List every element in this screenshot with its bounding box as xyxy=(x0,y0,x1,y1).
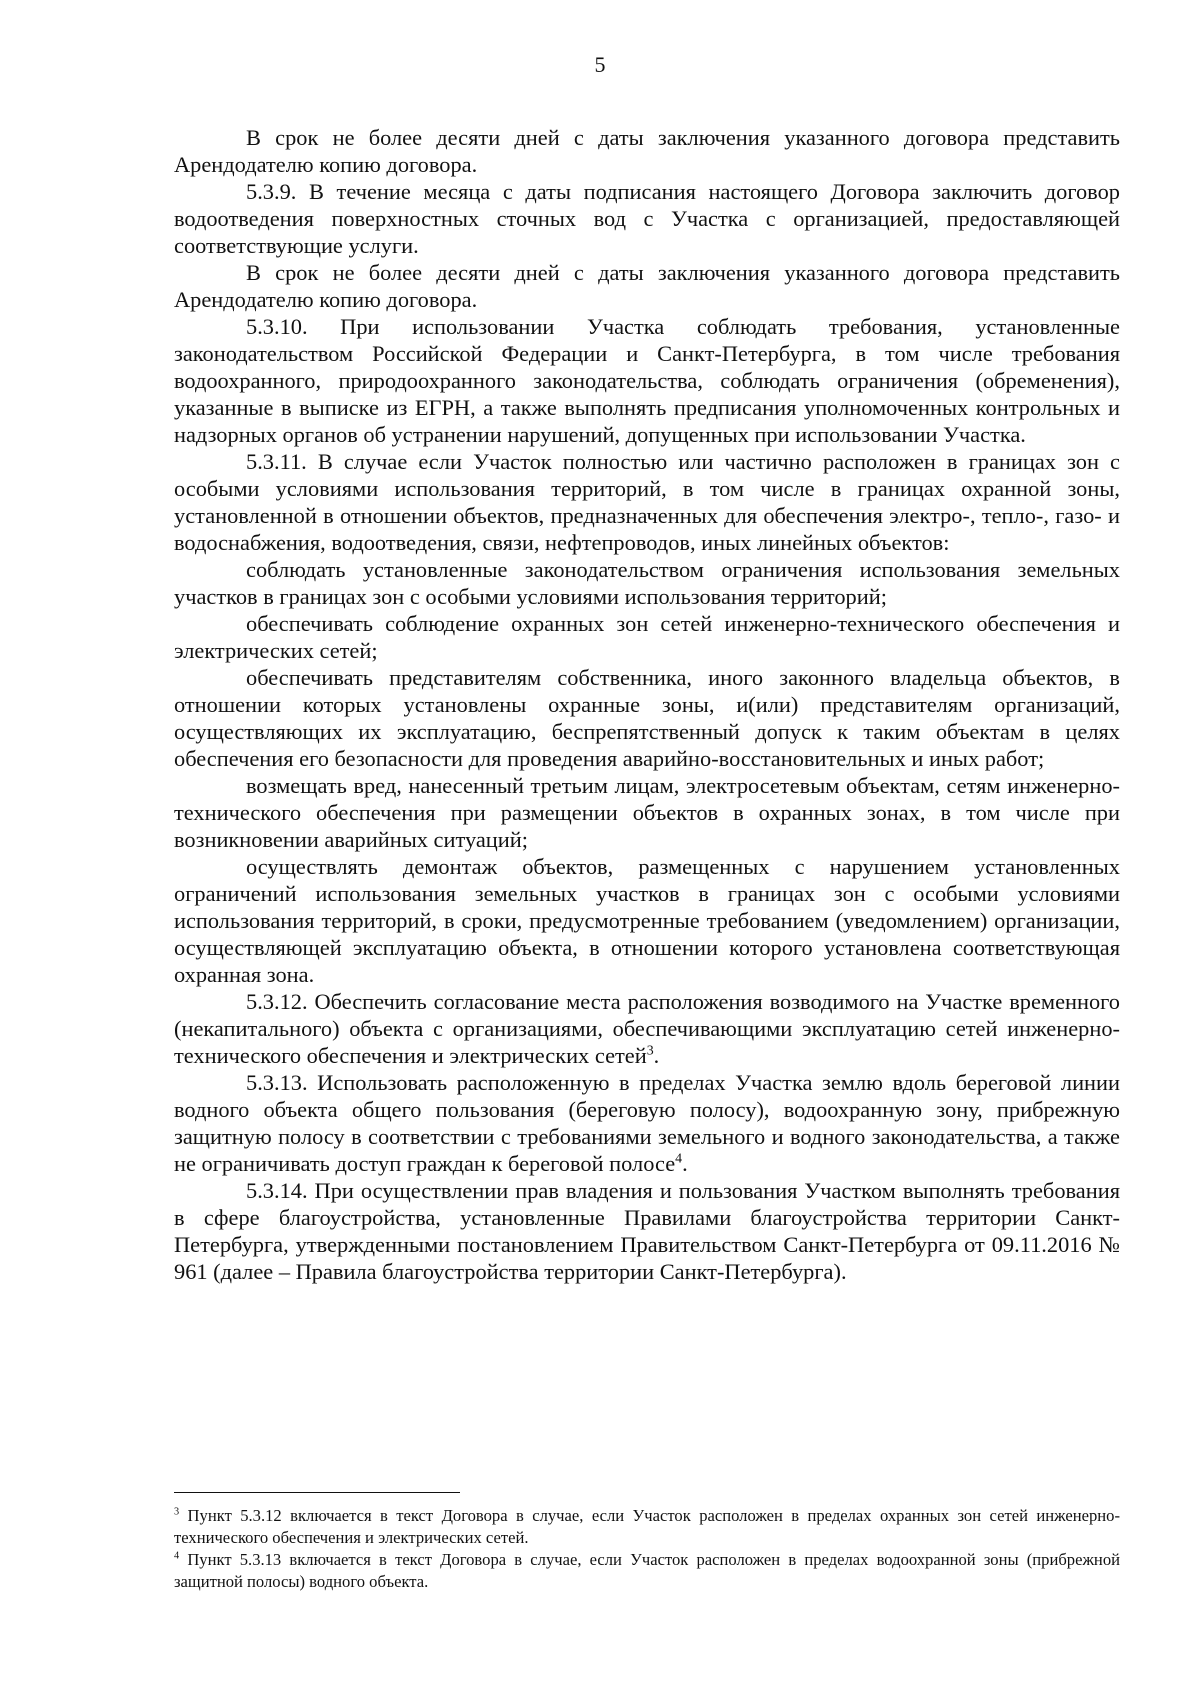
paragraph-5-3-11: 5.3.11. В случае если Участок полностью или частично расположен в границах зон с особыми условиями использования территорий, в том числе в границах охранной зоны, установленной в отношении объектов, предназначенных для обеспечения электро-, тепло-, газо- и водоснабжения, водоотведения, связи, нефтепроводов, иных линейных объектов: xyxy=(174,449,1120,555)
paragraph-5-3-13-end: . xyxy=(682,1151,688,1176)
footnote-ref-4[interactable]: 4 xyxy=(675,1151,683,1167)
paragraph-copy-deadline-1: В срок не более десяти дней с даты заключения указанного договора представить Арендодателю копию договора. xyxy=(174,125,1120,177)
paragraph-5-3-10: 5.3.10. При использовании Участка соблюдать требования, установленные законодательством Российской Федерации и Санкт-Петербурга, в том числе требования водоохранного, природоохранного законодательства, соблюдать ограничения (обременения), указанные в выписке из ЕГРН, а также выполнять предписания уполномоченных контрольных и надзорных органов об устранении нарушений, допущенных при использовании Участка. xyxy=(174,314,1120,447)
paragraph-5-3-13 xyxy=(174,1069,1120,1177)
footnote-ref-3[interactable]: 3 xyxy=(646,1043,654,1059)
paragraph-5-3-13-text: 5.3.13. Использовать расположенную в пределах Участка землю вдоль береговой линии водного объекта общего пользования (береговую полосу), водоохранную зону, прибрежную защитную полосу в соответствии с требованиями земельного и водного законодательства, а также не ограничивать доступ граждан к береговой полосе xyxy=(174,1070,1120,1176)
paragraph-5-3-12-end: . xyxy=(653,1043,660,1068)
footnote-marker-3: 3 xyxy=(174,1506,180,1518)
footnote-4 xyxy=(174,1549,1120,1593)
paragraph-ensure-protection-zones: обеспечивать соблюдение охранных зон сетей инженерно-технического обеспечения и электрических сетей; xyxy=(174,611,1120,663)
paragraph-compensate-damage: возмещать вред, нанесенный третьим лицам, электросетевым объектам, сетям инженерно-технического обеспечения при размещении объектов в охранных зонах, в том числе при возникновении аварийных ситуаций; xyxy=(174,773,1120,852)
paragraph-dismantle-objects: осуществлять демонтаж объектов, размещенных с нарушением установленных ограничений использования земельных участков в границах зон с особыми условиями использования территорий, в сроки, предусмотренные требованием (уведомлением) организации, осуществляющей эксплуатацию объекта, в отношении которого установлена соответствующая охранная зона. xyxy=(174,854,1120,987)
paragraph-5-3-14: 5.3.14. При осуществлении прав владения и пользования Участком выполнять требования в сфере благоустройства, установленные Правилами благоустройства территории Санкт-Петербурга, утвержденными постановлением Правительством Санкт-Петербурга от 09.11.2016 № 961 (далее – Правила благоустройства территории Санкт-Петербурга). xyxy=(174,1178,1120,1284)
footnote-marker-4: 4 xyxy=(174,1550,180,1562)
paragraph-copy-deadline-2: В срок не более десяти дней с даты заключения указанного договора представить Арендодателю копию договора. xyxy=(174,260,1120,312)
footnotes-section xyxy=(174,1492,1120,1593)
paragraph-5-3-9: 5.3.9. В течение месяца с даты подписания настоящего Договора заключить договор водоотведения поверхностных сточных вод с Участка с организацией, предоставляющей соответствующие услуги. xyxy=(174,179,1120,258)
page-number: 5 xyxy=(594,52,606,77)
footnote-3-text: Пункт 5.3.12 включается в текст Договора в случае, если Участок расположен в пределах охранных зон сетей инженерно-технического обеспечения и электрических сетей. xyxy=(174,1506,1120,1547)
footnote-separator xyxy=(174,1492,460,1493)
footnote-4-text: Пункт 5.3.13 включается в текст Договора в случае, если Участок расположен в пределах водоохранной зоны (прибрежной защитной полосы) водного объекта. xyxy=(174,1550,1120,1591)
paragraph-5-3-12 xyxy=(174,988,1120,1069)
paragraph-ensure-access: обеспечивать представителям собственника, иного законного владельца объектов, в отношении которых установлены охранные зоны, и(или) представителям организаций, осуществляющих их эксплуатацию, беспрепятственный допуск к таким объектам в целях обеспечения его безопасности для проведения аварийно-восстановительных и иных работ; xyxy=(174,665,1120,771)
paragraph-observe-restrictions: соблюдать установленные законодательством ограничения использования земельных участков в границах зон с особыми условиями использования территорий; xyxy=(174,557,1120,609)
document-body xyxy=(174,124,1120,1285)
paragraph-5-3-12-text: 5.3.12. Обеспечить согласование места расположения возводимого на Участке временного (некапитального) объекта с организациями, обеспечивающими эксплуатацию сетей инженерно-технического обеспечения и электрических сетей xyxy=(174,989,1120,1068)
footnote-3 xyxy=(174,1505,1120,1549)
